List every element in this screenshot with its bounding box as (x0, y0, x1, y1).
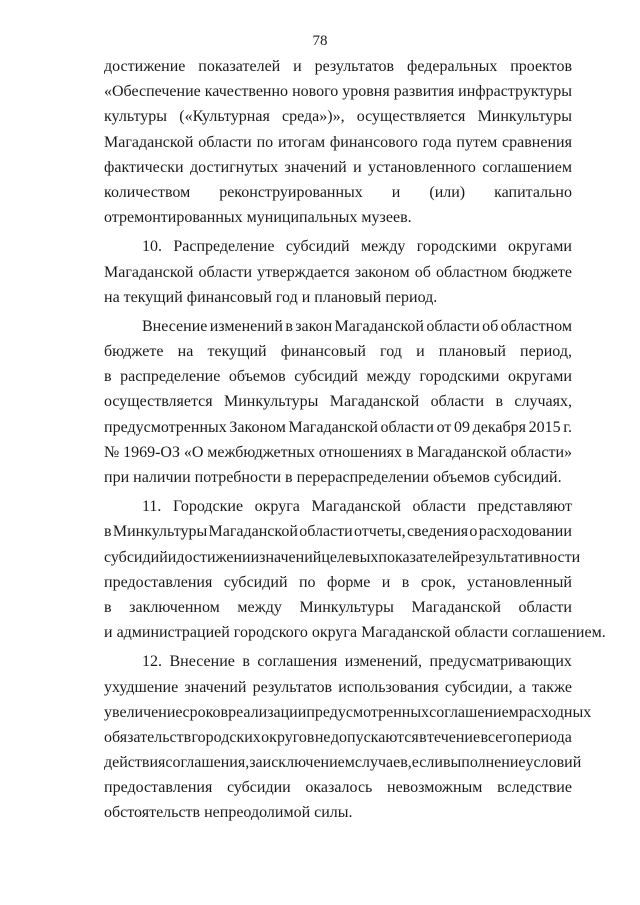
word: области (198, 133, 252, 151)
word: значений (259, 548, 322, 566)
word: срок, (420, 573, 456, 591)
word: выполнение (442, 754, 526, 772)
word: и (416, 343, 425, 361)
word: установленного (368, 158, 476, 176)
text-line (104, 205, 572, 230)
word: Минкультуры (299, 598, 394, 616)
word: развития (393, 83, 455, 101)
paragraph-p2 (104, 234, 572, 310)
word: соглашением (429, 703, 519, 721)
word: городских (191, 728, 261, 746)
word: значений (284, 158, 347, 176)
word: Магаданской (208, 523, 298, 541)
text-line (104, 415, 572, 440)
word: межбюджетных (207, 443, 315, 461)
text-line (104, 79, 572, 104)
word: 11. (142, 498, 162, 516)
word: предоставления (104, 779, 213, 797)
word: действия (104, 754, 166, 772)
word: и (293, 58, 302, 75)
word: № (104, 443, 120, 461)
word: закон (295, 317, 333, 335)
word: отремонтированных муниципальных музеев. (104, 209, 412, 227)
word: субсидий (294, 368, 358, 386)
word: областном (436, 263, 508, 281)
text-line (104, 104, 572, 129)
word: случаев, (354, 754, 412, 772)
word: области (518, 598, 572, 616)
word: Внесение (169, 653, 235, 671)
word: сведения (406, 523, 469, 541)
text-line (104, 519, 572, 544)
text-line (104, 180, 572, 205)
word: 1969-ОЗ (123, 443, 180, 461)
word: случаях, (514, 393, 572, 411)
word: между (360, 238, 406, 256)
word: в (419, 728, 427, 746)
word: периода (516, 728, 572, 746)
word: в (401, 573, 410, 591)
word: по (298, 573, 316, 591)
word: в (495, 393, 504, 411)
word: Магаданской (411, 598, 501, 616)
text-line (104, 155, 572, 180)
paragraph-p5 (104, 649, 592, 825)
word: предоставления (104, 573, 213, 591)
text-line (104, 570, 572, 595)
word: итогам (277, 133, 326, 151)
word: изменений, (344, 653, 422, 671)
word: Магаданской (329, 393, 420, 411)
word: течение (427, 728, 481, 746)
word: инфраструктуры (458, 83, 572, 101)
word: отчеты, (354, 523, 406, 541)
word: 12. (142, 653, 162, 671)
word: обязательств (104, 728, 192, 746)
word: области (299, 523, 353, 541)
word: предусмотренных (104, 418, 227, 436)
word: заключенном (129, 598, 220, 616)
word: использования (338, 678, 439, 696)
word: осуществляется (104, 393, 213, 411)
page-number: 78 (312, 33, 328, 49)
word: и (167, 548, 177, 566)
word: между (237, 598, 282, 616)
word: декабря (472, 418, 526, 436)
word: фактически (104, 158, 184, 176)
word: Магаданской (334, 317, 424, 335)
word: субсидий (104, 548, 168, 566)
word: городскими (416, 238, 497, 256)
word: от (436, 418, 452, 436)
word: обстоятельств непреодолимой силы. (104, 804, 353, 822)
text-line (104, 130, 572, 155)
text-line (104, 339, 572, 364)
word: достижение (104, 58, 186, 75)
word: 10. (142, 238, 162, 256)
word: области (430, 393, 485, 411)
word: расходных (518, 703, 592, 721)
word: Магаданской (417, 443, 507, 461)
word: в (104, 368, 112, 386)
word: «О (183, 443, 204, 461)
word: год (380, 343, 402, 361)
word: Распределение (173, 238, 275, 256)
word: области (426, 317, 480, 335)
word: отношениях (318, 443, 403, 461)
word: соглашением (482, 158, 572, 176)
word: бюджете (104, 343, 164, 361)
text-line (104, 389, 572, 414)
word: («Культурная (179, 108, 270, 126)
word: 2015 (528, 418, 561, 436)
text-line (104, 675, 572, 700)
word: Минкультуры (112, 523, 208, 541)
text-line (104, 364, 572, 389)
text-line (104, 649, 572, 674)
text-line (104, 285, 572, 310)
word: округами (508, 238, 572, 256)
word: Минкультуры (477, 108, 572, 126)
paragraph-p3 (104, 314, 572, 490)
text-line (104, 260, 572, 285)
word: нового (292, 83, 339, 101)
word: в (285, 317, 293, 335)
word: г. (563, 418, 572, 436)
word: Законом (229, 418, 286, 436)
word: сравнения (502, 133, 572, 151)
word: на текущий финансовый год и плановый период. (104, 288, 438, 306)
text-line (104, 314, 572, 339)
word: предусматривающих (429, 653, 572, 671)
word: не (314, 728, 331, 746)
text-line (104, 595, 572, 620)
word: путем (456, 133, 498, 151)
word: субсидии, (444, 678, 513, 696)
text-line (104, 465, 572, 490)
word: субсидий (223, 573, 288, 591)
word: областном (500, 317, 572, 335)
word: в (104, 598, 112, 616)
word: Магаданской (104, 263, 194, 281)
word: ухудшение (104, 678, 179, 696)
word: реализации (228, 703, 307, 721)
word: капитально (494, 183, 572, 201)
word: всего (480, 728, 517, 746)
word: значений (184, 678, 247, 696)
word: результатов (314, 58, 395, 75)
word: период, (520, 343, 572, 361)
word: результатов (252, 678, 333, 696)
word: «Обеспечение (104, 83, 201, 101)
text-line (104, 440, 572, 465)
word: Магаданской (104, 133, 194, 151)
word: показателей (198, 58, 281, 75)
word: а (518, 678, 526, 696)
paragraph-p4 (104, 494, 606, 645)
word: допускаются (330, 728, 419, 746)
word: уровня (342, 83, 390, 101)
word: в (104, 523, 112, 541)
word: изменений (209, 317, 283, 335)
word: исключением (262, 754, 355, 772)
text-line (104, 725, 572, 750)
document-body (104, 54, 606, 826)
word: федеральных (406, 58, 498, 75)
word: и (391, 183, 401, 201)
word: Внесение (142, 317, 208, 335)
word: об (482, 317, 499, 335)
word: соглашения (257, 653, 338, 671)
word: округами (508, 368, 572, 386)
word: бюджете (512, 263, 572, 281)
word: 09 (453, 418, 470, 436)
word: также (531, 678, 572, 696)
word: проектов (510, 58, 572, 75)
word: в (405, 443, 414, 461)
text-line (104, 620, 606, 645)
word: условий (525, 754, 582, 772)
word: результативности (460, 548, 581, 566)
word: расходовании (478, 523, 572, 541)
word: финансовый (280, 343, 366, 361)
word: предусмотренных (306, 703, 430, 721)
word: при наличии потребности в перераспределении объемов субсидий. (104, 469, 562, 486)
word: Минкультуры (224, 393, 319, 411)
word: области (198, 263, 253, 281)
word: невозможным (387, 779, 483, 797)
text-line (104, 54, 572, 79)
word: в (242, 653, 250, 671)
word: и администрацией городского округа Магаданской области соглашением. (104, 624, 606, 642)
word: между (366, 368, 411, 386)
word: вследствие (497, 779, 572, 797)
word: сроков (182, 703, 229, 721)
word: оказалось (305, 779, 373, 797)
text-line (104, 545, 581, 570)
word: распределение (120, 368, 221, 386)
text-line (104, 234, 572, 259)
word: плановый (438, 343, 506, 361)
word: на (177, 343, 194, 361)
word: законом (354, 263, 410, 281)
word: среда»)», (282, 108, 345, 126)
word: реконструированных (219, 183, 363, 201)
word: соглашения, (165, 754, 250, 772)
word: установленный (467, 573, 572, 591)
text-line (104, 750, 582, 775)
word: округа (254, 498, 300, 516)
text-line (104, 700, 592, 725)
text-line (104, 494, 572, 519)
word: количеством (104, 183, 191, 201)
text-line (104, 800, 572, 825)
word: целевых (321, 548, 379, 566)
word: области (380, 418, 434, 436)
word: о (469, 523, 478, 541)
word: и (381, 573, 391, 591)
word: городскими (419, 368, 500, 386)
word: если (411, 754, 443, 772)
word: за (249, 754, 263, 772)
word: утверждается (257, 263, 350, 281)
word: Городские (173, 498, 244, 516)
paragraph-p1 (104, 54, 572, 230)
word: форме (326, 573, 371, 591)
word: Магаданской (288, 418, 378, 436)
word: об (414, 263, 431, 281)
word: финансового (329, 133, 418, 151)
word: области (412, 498, 466, 516)
word: показателей (378, 548, 461, 566)
word: качественно (204, 83, 289, 101)
word: по (256, 133, 274, 151)
word: (или) (429, 183, 466, 201)
word: субсидии (226, 779, 291, 797)
word: текущий (207, 343, 267, 361)
word: области» (510, 443, 572, 461)
word: года (422, 133, 452, 151)
word: достигнутых (190, 158, 279, 176)
word: и (353, 158, 362, 176)
text-line (104, 775, 572, 800)
word: увеличение (104, 703, 183, 721)
word: округов (261, 728, 315, 746)
word: культуры (104, 108, 168, 126)
word: объемов (228, 368, 286, 386)
word: осуществляется (356, 108, 466, 126)
word: представляют (477, 498, 572, 516)
word: субсидий (285, 238, 350, 256)
word: Магаданской (311, 498, 401, 516)
word: достижении (176, 548, 260, 566)
